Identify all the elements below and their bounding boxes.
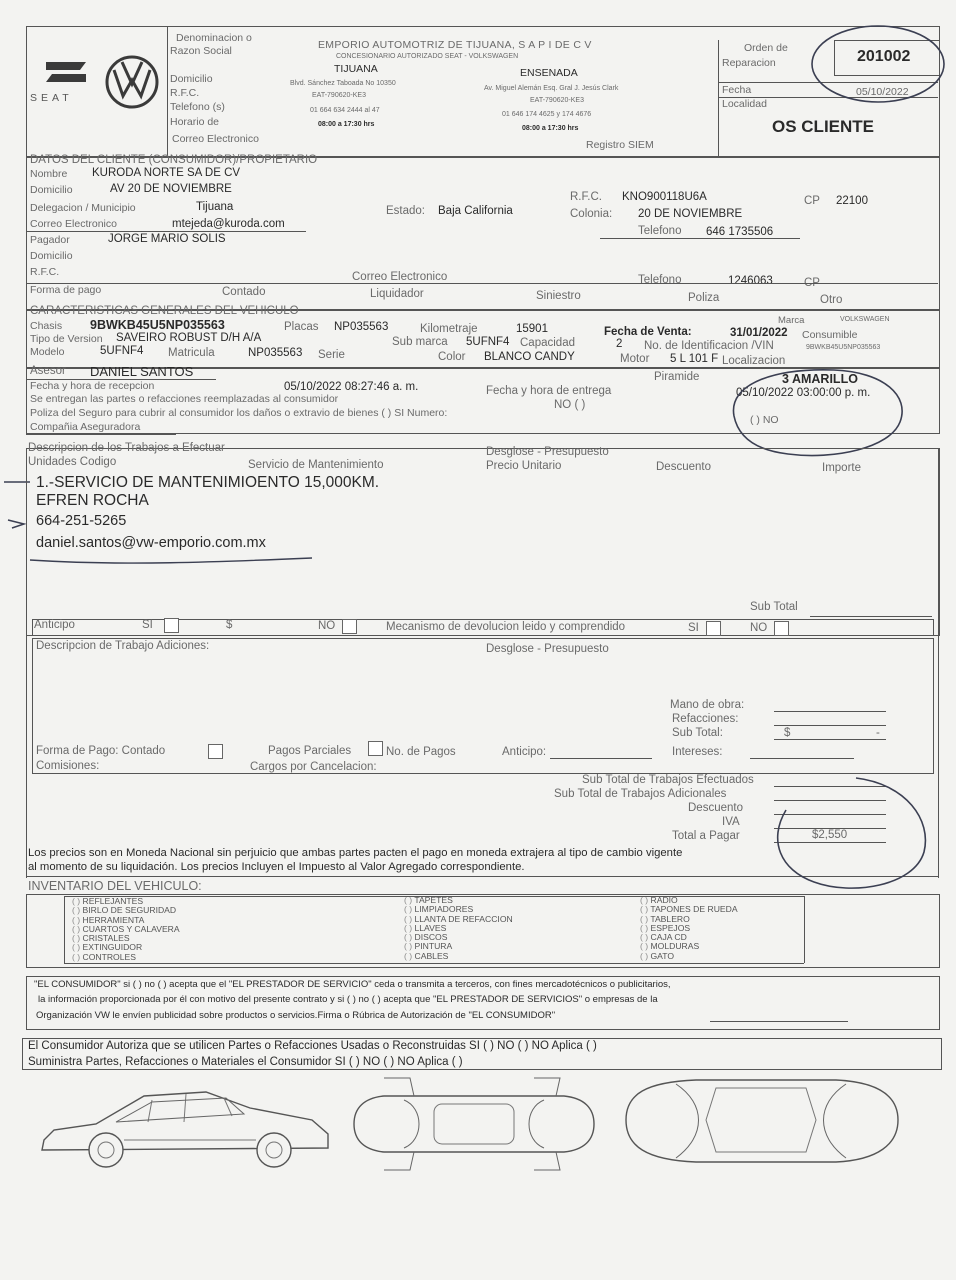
branch2-city: ENSENADA: [520, 67, 578, 79]
branch2-address: Av. Miguel Alemán Esq. Gral J. Jesús Clark: [484, 85, 619, 92]
inventario-check[interactable]: ( ): [640, 932, 651, 943]
intereses-label: Intereses:: [672, 746, 723, 758]
branch1-address: Blvd. Sánchez Taboada No 10350: [290, 80, 396, 87]
vehiculo-motor: 5 L 101 F: [670, 353, 719, 365]
cliente-cp: 22100: [836, 195, 868, 207]
anticipo-si: SI: [142, 619, 153, 631]
vehiculo-color: BLANCO CANDY: [484, 351, 575, 363]
vehiculo-consumible: 9BWKB45U5NP035563: [806, 344, 881, 351]
pagador-label: Pagador: [30, 234, 70, 246]
color-label: Color: [438, 351, 466, 363]
serie-label: Serie: [318, 349, 345, 361]
inventario-item-label: CONTROLES: [82, 951, 136, 962]
tipo-version-label: Tipo de Version: [30, 333, 103, 345]
adicionales-desglose-label: Desglose - Presupuesto: [486, 643, 609, 655]
motor-label: Motor: [620, 353, 650, 365]
inventario-item-label: BIRLO DE SEGURIDAD: [82, 905, 177, 916]
consumidor-line-3: Organización VW le envíen publicidad sobre productos o servicios.Firma o Rúbrica de Autorización de "EL CONSUMIDOR": [36, 1010, 556, 1021]
autoriza-line-1: El Consumidor Autoriza que se utilicen Partes o Refacciones Usadas o Reconstruidas SI ( ) NO ( ) NO Aplica ( ): [28, 1040, 597, 1052]
correo2-label: Correo Electronico: [352, 271, 448, 283]
adicionales-desc-label: Descripcion de Trabajo Adiciones:: [36, 640, 210, 652]
estado-label: Estado:: [386, 205, 425, 217]
importe-label: Importe: [822, 462, 861, 474]
vehiculo-sub-marca: 5UFNF4: [466, 336, 510, 348]
inventario-check[interactable]: ( ): [72, 914, 83, 925]
asesor-label: Asesor: [30, 365, 66, 377]
adicionales-subtotal-symbol: $: [784, 727, 791, 739]
inventario-check[interactable]: ( ): [404, 904, 415, 915]
vehiculo-tipo-version: SAVEIRO ROBUST D/H A/A: [116, 332, 262, 344]
localidad-value: OS CLIENTE: [772, 117, 875, 136]
matricula-label: Matricula: [168, 347, 215, 359]
compania-text: Compañia Aseguradora: [30, 421, 141, 433]
fecha-venta-label: Fecha de Venta:: [604, 326, 692, 338]
telefono2-label: Telefono: [638, 274, 682, 286]
inventario-item-label: CABLES: [414, 950, 449, 961]
company-name: EMPORIO AUTOMOTRIZ DE TIJUANA, S A P I DE C V: [318, 39, 592, 51]
branch1-rfc: EAT-790620-KE3: [312, 92, 366, 99]
cargos-label: Cargos por Cancelacion:: [250, 761, 377, 773]
cp2-label: CP: [804, 277, 820, 289]
inventario-item-label: EXTINGUIDOR: [82, 942, 143, 953]
pen-arrows: [0, 470, 330, 570]
inventario-item-label: LLAVES: [414, 922, 447, 933]
car-side-view-icon: [36, 1080, 336, 1176]
contado-checkbox[interactable]: [208, 744, 223, 759]
modelo-label: Modelo: [30, 346, 65, 358]
inventario-item-label: PINTURA: [414, 941, 453, 952]
inventario-item-label: DISCOS: [414, 932, 448, 943]
pen-circle-order: [800, 16, 950, 116]
forma-siniestro: Siniestro: [536, 290, 581, 302]
piramide-label: Piramide: [654, 371, 700, 383]
fecha-value: 05/10/2022: [856, 86, 909, 98]
orden-number: 201002: [857, 48, 911, 65]
mecanismo-no-checkbox[interactable]: [774, 621, 789, 636]
iva-label: IVA: [722, 816, 740, 828]
inventario-check[interactable]: ( ): [640, 950, 651, 961]
forma-contado: Contado: [222, 286, 266, 298]
inventario-title: INVENTARIO DEL VEHICULO:: [28, 879, 202, 893]
inventario-check[interactable]: ( ): [72, 896, 83, 906]
inventario-check[interactable]: ( ): [640, 904, 651, 915]
inventario-item-label: CRISTALES: [82, 933, 130, 944]
nota-moneda-1: Los precios son en Moneda Nacional sin perjuicio que ambas partes pacten el pago en moneda extrajera al tipo de cambio vigente: [28, 847, 683, 859]
rfc-label-cliente: R.F.C.: [570, 191, 602, 203]
cliente-telefono2: 1246063: [728, 275, 773, 287]
branch2-hours: 08:00 a 17:30 hrs: [522, 125, 579, 132]
partes-no: NO ( ): [554, 399, 586, 411]
domicilio-label-cliente: Domicilio: [30, 184, 73, 196]
consumible-label: Consumible: [802, 329, 858, 341]
inventario-check[interactable]: ( ): [404, 913, 415, 924]
inventario-item-label: LLANTA DE REFACCION: [414, 913, 513, 924]
trabajos-desc-label: Descripcion de los Trabajos a Efectuar: [28, 442, 225, 454]
poliza-no: ( ) NO: [750, 414, 779, 426]
cliente-nombre: KURODA NORTE SA DE CV: [92, 167, 241, 179]
telefono-label-cliente: Telefono: [638, 225, 682, 237]
mecanismo-text: Mecanismo de devolucion leido y comprendido: [386, 621, 626, 633]
localidad-label: Localidad: [722, 98, 767, 110]
nombre-label: Nombre: [30, 168, 68, 180]
vw-logo-icon: [104, 54, 160, 110]
servicio-label: Servicio de Mantenimiento: [248, 459, 384, 471]
inventario-item-label: TAPONES DE RUEDA: [650, 904, 738, 915]
inventario-check[interactable]: ( ): [72, 923, 83, 934]
localizacion-label: Localizacion: [722, 355, 786, 367]
seat-s-icon: [40, 58, 92, 88]
domicilio-label: Domicilio: [170, 73, 213, 85]
sub-adicionales-label: Sub Total de Trabajos Adicionales: [554, 788, 727, 800]
fecha-recepcion-value: 05/10/2022 08:27:46 a. m.: [284, 381, 419, 393]
cliente-delegacion: Tijuana: [196, 201, 234, 213]
adicionales-subtotal-dash: -: [876, 727, 880, 739]
capacidad-label: Capacidad: [520, 337, 575, 349]
consumidor-line-1: "EL CONSUMIDOR" si ( ) no ( ) acepta que el "EL PRESTADOR DE SERVICIO" ceda o transmita a terceros, con fines mercadotécnicos o publicitarios,: [34, 979, 671, 990]
pagos-parciales-checkbox[interactable]: [368, 741, 383, 756]
branch2-phone: 01 646 174 4625 y 174 4676: [502, 111, 592, 118]
razon-social-label: Razon Social: [170, 45, 232, 57]
registro-siem: Registro SIEM: [586, 139, 654, 151]
fecha-entrega-value: 05/10/2022 03:00:00 p. m.: [736, 387, 871, 399]
placas-label: Placas: [284, 321, 319, 333]
car-front-view-icon: [616, 1074, 906, 1168]
forma-liquidador: Liquidador: [370, 288, 424, 300]
vehiculo-capacidad: 2: [616, 338, 623, 350]
anticipo-adic-label: Anticipo:: [502, 746, 547, 758]
cliente-domicilio: AV 20 DE NOVIEMBRE: [110, 183, 232, 195]
cliente-estado: Baja California: [438, 205, 513, 217]
inventario-item-label: HERRAMIENTA: [82, 914, 145, 925]
chasis-label: Chasis: [30, 320, 63, 332]
orden-label-2: Reparacion: [722, 57, 776, 69]
cliente-colonia: 20 DE NOVIEMBRE: [638, 208, 743, 220]
inventario-check[interactable]: ( ): [72, 942, 83, 953]
correo-label: Correo Electronico: [172, 133, 259, 145]
mano-obra-label: Mano de obra:: [670, 699, 745, 711]
inventario-check[interactable]: ( ): [404, 922, 415, 933]
trabajo-line-2: EFREN ROCHA: [36, 492, 149, 509]
cliente-section-title: DATOS DEL CLIENTE (CONSUMIDOR)/PROPIETARIO: [30, 154, 318, 166]
descuento-total-label: Descuento: [688, 802, 743, 814]
pagos-parciales-label: Pagos Parciales: [268, 745, 352, 757]
nota-moneda-2: al momento de su liquidación. Los precios Incluyen el Impuesto al Valor Agregado correspondiente.: [28, 861, 525, 873]
branch1-city: TIJUANA: [334, 63, 378, 75]
trabajo-line-1: 1.-SERVICIO DE MANTENIMIOENTO 15,000KM.: [36, 474, 380, 491]
forma-poliza: Poliza: [688, 292, 720, 304]
no-ident-label: No. de Identificacion /VIN: [644, 340, 774, 352]
inventario-check[interactable]: ( ): [404, 895, 415, 905]
inventario-check[interactable]: ( ): [404, 941, 415, 952]
adicionales-subtotal-label: Sub Total:: [672, 727, 723, 739]
total-pagar-value: $2,550: [812, 829, 848, 841]
mecanismo-si-checkbox[interactable]: [706, 621, 721, 636]
inventario-item-label: MOLDURAS: [650, 941, 700, 952]
adicionales-box: [32, 638, 934, 774]
anticipo-no: NO: [318, 620, 336, 632]
vehiculo-marca: VOLKSWAGEN: [840, 316, 890, 323]
asesor-name: DANIEL SANTOS: [90, 364, 194, 379]
cp-label: CP: [804, 195, 820, 207]
inventario-item-label: CUARTOS Y CALAVERA: [82, 923, 180, 934]
forma-otro: Otro: [820, 294, 843, 306]
inventario-check[interactable]: ( ): [640, 941, 651, 952]
inventario-check[interactable]: ( ): [404, 932, 415, 943]
inventario-check[interactable]: ( ): [72, 933, 83, 944]
marca-label: Marca: [778, 315, 805, 326]
seat-logo: [30, 58, 92, 104]
kilometraje-label: Kilometraje: [420, 323, 478, 335]
branch1-hours: 08:00 a 17:30 hrs: [318, 121, 375, 128]
vehiculo-matricula: NP035563: [248, 347, 303, 359]
poliza-text: Poliza del Seguro para cubrir al consumidor los daños o extravio de bienes ( ) SI Numero:: [30, 407, 448, 419]
inventario-col-2: [404, 896, 513, 961]
concesionario: CONCESIONARIO AUTORIZADO SEAT - VOLKSWAGEN: [336, 53, 519, 60]
inventario-item-label: RADIO: [650, 895, 678, 905]
inventario-item: [72, 953, 180, 962]
vehiculo-placas: NP035563: [334, 321, 389, 333]
fecha-entrega-label: Fecha y hora de entrega: [486, 385, 612, 397]
vehiculo-chasis: 9BWKB45U5NP035563: [90, 318, 225, 332]
precio-unitario-label: Precio Unitario: [486, 460, 562, 472]
inventario-item-label: GATO: [650, 950, 675, 961]
trabajo-line-4: daniel.santos@vw-emporio.com.mx: [36, 535, 266, 551]
partes-text: Se entregan las partes o refacciones reemplazadas al consumidor: [30, 393, 339, 405]
inventario-check[interactable]: ( ): [640, 895, 651, 905]
inventario-check[interactable]: ( ): [640, 913, 651, 924]
piramide-value: 3 AMARILLO: [782, 372, 858, 386]
cliente-telefono: 646 1735506: [706, 226, 774, 238]
inventario-col-3: [640, 896, 738, 961]
forma-pago-adic: Forma de Pago: Contado: [36, 745, 166, 757]
inventario-item-label: CAJA CD: [650, 932, 687, 943]
horario-label: Horario de: [170, 116, 220, 128]
anticipo-label: Anticipo: [34, 619, 75, 631]
denominacion-label: Denominacion o: [176, 32, 252, 44]
total-pagar-label: Total a Pagar: [672, 830, 740, 842]
inventario-check[interactable]: ( ): [404, 950, 415, 961]
sub-efectuados-label: Sub Total de Trabajos Efectuados: [582, 774, 754, 786]
refacciones-label: Refacciones:: [672, 713, 739, 725]
fecha-recepcion-label: Fecha y hora de recepcion: [30, 380, 155, 392]
vehiculo-modelo: 5UFNF4: [100, 345, 144, 357]
colonia-label: Colonia:: [570, 208, 613, 220]
mecanismo-no: NO: [750, 622, 768, 634]
inventario-item-label: TABLERO: [650, 913, 690, 924]
comisiones-label: Comisiones:: [36, 760, 100, 772]
rfc2-label: R.F.C.: [30, 266, 60, 278]
trabajo-line-3: 664-251-5265: [36, 513, 127, 529]
inventario-col-1: [72, 897, 180, 962]
delegacion-label: Delegacion / Municipio: [30, 202, 136, 214]
forma-pago-label: Forma de pago: [30, 284, 102, 296]
no-pagos-label: No. de Pagos: [386, 746, 456, 758]
seat-logo-text: SEAT: [30, 92, 73, 104]
inventario-item-label: LIMPIADORES: [414, 904, 474, 915]
branch1-phone: 01 664 634 2444 al 47: [310, 107, 380, 114]
consumidor-line-2: la información proporcionada por él con motivo del presente contrato y si ( ) no ( ) acepta que "EL PRESTADOR DE SERVICIOS" o empresas de la: [38, 994, 658, 1005]
orden-label-1: Orden de: [744, 42, 788, 54]
vehiculo-kilometraje: 15901: [516, 323, 548, 335]
firma-line[interactable]: [710, 1021, 848, 1022]
inventario-item: [404, 952, 513, 961]
cliente-rfc: KNO900118U6A: [622, 191, 707, 203]
desglose-label: Desglose - Presupuesto: [486, 446, 609, 458]
telefono-label: Telefono (s): [170, 101, 225, 113]
branch2-rfc: EAT-790620-KE3: [530, 97, 584, 104]
car-top-view-icon: [344, 1068, 604, 1180]
inventario-check[interactable]: ( ): [640, 922, 651, 933]
vehiculo-fecha-venta: 31/01/2022: [730, 327, 788, 339]
anticipo-dollar: $: [226, 619, 233, 631]
inventario-item-label: REFLEJANTES: [82, 896, 144, 906]
unidades-label: Unidades Codigo: [28, 456, 117, 468]
inventario-item-label: TAPETES: [414, 895, 453, 905]
rfc-label: R.F.C.: [170, 87, 200, 99]
pen-circle-total: [756, 770, 936, 900]
vehiculo-section-title: CARACTERISTICAS GENERALES DEL VEHICULO: [30, 305, 299, 317]
cliente-correo: mtejeda@kuroda.com: [172, 218, 285, 230]
correo-label-cliente: Correo Electronico: [30, 218, 117, 230]
subtotal-trabajos-label: Sub Total: [750, 601, 798, 613]
anticipo-no-checkbox[interactable]: [342, 619, 357, 634]
inventario-check[interactable]: ( ): [72, 951, 83, 962]
inventario-item-label: ESPEJOS: [650, 922, 691, 933]
inventario-item: [640, 952, 738, 961]
mecanismo-si: SI: [688, 622, 699, 634]
fecha-label: Fecha: [722, 84, 752, 96]
inventario-check[interactable]: ( ): [72, 905, 83, 916]
cliente-pagador: JORGE MARIO SOLIS: [108, 233, 226, 245]
descuento-col-label: Descuento: [656, 461, 711, 473]
autoriza-line-2: Suministra Partes, Refacciones o Materiales el Consumidor SI ( ) NO ( ) NO Aplica ( ): [28, 1056, 463, 1068]
sub-marca-label: Sub marca: [392, 336, 448, 348]
anticipo-si-checkbox[interactable]: [164, 618, 179, 633]
domicilio2-label: Domicilio: [30, 250, 73, 262]
